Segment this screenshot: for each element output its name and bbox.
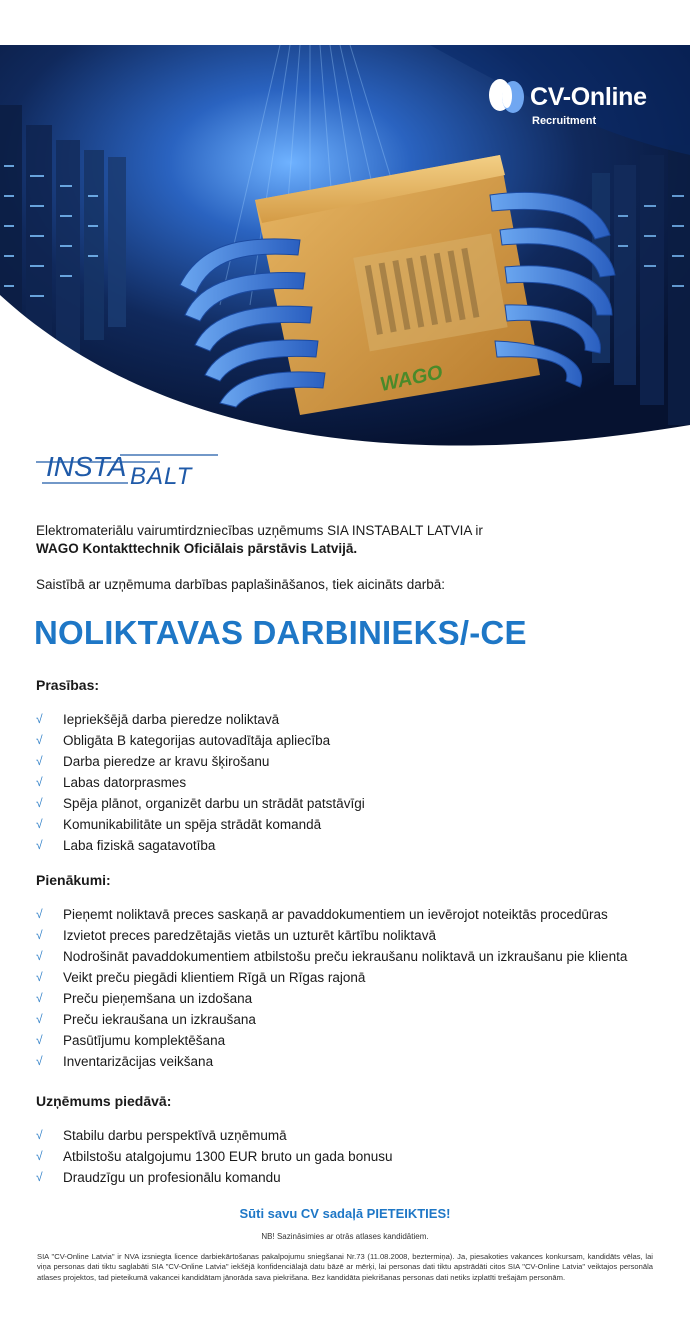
check-icon: √ — [36, 1128, 43, 1142]
list-item — [36, 1051, 627, 1072]
offer-list — [36, 1125, 392, 1188]
legal-notice: SIA "CV-Online Latvia" ir NVA izsniegta licence darbiekārtošanas pakalpojumu sniegšanai Nr.73 (11.08.2008, beztermiņa). Ja, piesakoties vakances konkursam, kandidāts vēlas, lai viņa personas dati tiktu saglabāti SIA "CV-Online Latvia" iekšējā konfidenciālajā datu bāzē ar mērķi, lai personas dati tiktu apstrādāti citos SIA "CV-Online Latvia" veiktajos personāla atlases projektos, tad pieteikumā vakancei kandidātam jānorāda sava piekrišana. Bez kandidāta piekrišanas personas dati netiks izplatīti trešajām personām. — [37, 1252, 653, 1282]
check-icon: √ — [36, 1054, 43, 1068]
cv-online-mark-icon — [486, 75, 528, 117]
list-item-text: Izvietot preces paredzētajās vietās un uzturēt kārtību noliktavā — [63, 928, 436, 943]
list-item-text: Darba pieredze ar kravu šķirošanu — [63, 754, 270, 769]
list-item-text: Stabilu darbu perspektīvā uzņēmumā — [63, 1128, 287, 1143]
list-item-text: Labas datorprasmes — [63, 775, 187, 790]
list-item — [36, 1030, 627, 1051]
list-item — [36, 1167, 392, 1188]
check-icon: √ — [36, 1170, 43, 1184]
list-item — [36, 988, 627, 1009]
check-icon: √ — [36, 1033, 43, 1047]
check-icon: √ — [36, 991, 43, 1005]
instabalt-logo — [36, 446, 226, 492]
requirements-title: Prasības: — [36, 677, 100, 693]
list-item — [36, 904, 627, 925]
list-item-text: Nodrošināt pavaddokumentiem atbilstošu preču iekraušanu noliktavā un izkraušanu pie klienta — [63, 949, 628, 964]
intro-line-2: WAGO Kontakttechnik Oficiālais pārstāvis Latvijā. — [36, 541, 358, 556]
list-item-text: Iepriekšējā darba pieredze noliktavā — [63, 712, 280, 727]
list-item — [36, 1009, 627, 1030]
list-item — [36, 814, 365, 835]
list-item-text: Inventarizācijas veikšana — [63, 1054, 214, 1069]
duties-title: Pienākumi: — [36, 872, 111, 888]
check-icon: √ — [36, 775, 43, 789]
check-icon: √ — [36, 949, 43, 963]
check-icon: √ — [36, 838, 43, 852]
duties-list — [36, 904, 627, 1072]
check-icon: √ — [36, 907, 43, 921]
check-icon: √ — [36, 817, 43, 831]
svg-text:WAGO: WAGO — [378, 361, 445, 397]
check-icon: √ — [36, 712, 43, 726]
list-item-text: Preču pieņemšana un izdošana — [63, 991, 253, 1006]
list-item — [36, 730, 365, 751]
svg-text:BALT: BALT — [130, 463, 193, 490]
list-item — [36, 835, 365, 856]
list-item-text: Pasūtījumu komplektēšana — [63, 1033, 226, 1048]
list-item — [36, 751, 365, 772]
list-item — [36, 925, 627, 946]
brand-name: CV-Online — [530, 83, 647, 111]
check-icon: √ — [36, 1012, 43, 1026]
intro-block — [36, 522, 666, 594]
check-icon: √ — [36, 928, 43, 942]
list-item-text: Draudzīgu un profesionālu komandu — [63, 1170, 281, 1185]
list-item-text: Laba fiziskā sagatavotība — [63, 838, 216, 853]
list-item-text: Veikt preču piegādi klientiem Rīgā un Rīgas rajonā — [63, 970, 366, 985]
brand-subtitle: Recruitment — [532, 115, 597, 127]
check-icon: √ — [36, 733, 43, 747]
check-icon: √ — [36, 970, 43, 984]
list-item-text: Obligāta B kategorijas autovadītāja apliecība — [63, 733, 331, 748]
cv-online-logo — [486, 75, 676, 135]
list-item — [36, 793, 365, 814]
offer-title: Uzņēmums piedāvā: — [36, 1093, 172, 1109]
nb-note: NB! Sazināsimies ar otrās atlases kandidātiem. — [261, 1232, 429, 1241]
intro-line-1: Elektromateriālu vairumtirdzniecības uzņēmums SIA INSTABALT LATVIA ir — [36, 523, 483, 538]
list-item-text: Komunikabilitāte un spēja strādāt komandā — [63, 817, 322, 832]
list-item — [36, 1125, 392, 1146]
list-item-text: Spēja plānot, organizēt darbu un strādāt patstāvīgi — [63, 796, 365, 811]
list-item-text: Pieņemt noliktavā preces saskaņā ar pavaddokumentiem un ievērojot noteiktās procedūras — [63, 907, 608, 922]
list-item — [36, 946, 627, 967]
svg-text:INSTA: INSTA — [46, 451, 127, 482]
check-icon: √ — [36, 796, 43, 810]
requirements-list — [36, 709, 365, 856]
job-title: NOLIKTAVAS DARBINIEKS/-CE — [34, 614, 527, 651]
list-item — [36, 1146, 392, 1167]
list-item-text: Atbilstošu atalgojumu 1300 EUR bruto un gada bonusu — [63, 1149, 393, 1164]
invite-text: Saistībā ar uzņēmuma darbības paplašināšanos, tiek aicināts darbā: — [36, 577, 445, 592]
list-item — [36, 709, 365, 730]
hero-banner — [0, 45, 690, 465]
list-item — [36, 772, 365, 793]
list-item-text: Preču iekraušana un izkraušana — [63, 1012, 256, 1027]
apply-cta: Sūti savu CV sadaļā PIETEIKTIES! — [239, 1206, 451, 1221]
check-icon: √ — [36, 1149, 43, 1163]
list-item — [36, 967, 627, 988]
check-icon: √ — [36, 754, 43, 768]
